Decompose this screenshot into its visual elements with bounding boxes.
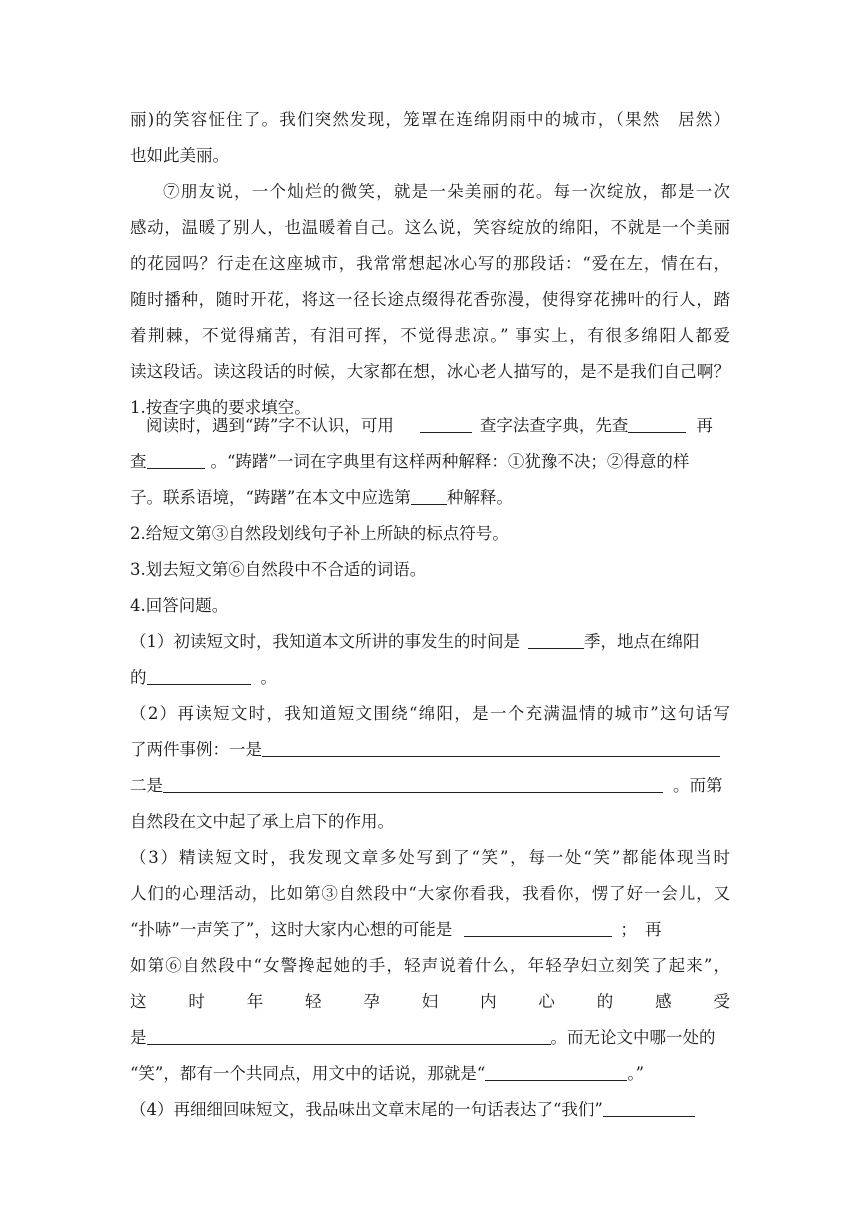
spaced-char: 内 bbox=[480, 992, 497, 1011]
q4-s3-line3 bbox=[130, 919, 730, 941]
q1-l1-text-a: 阅读时，遇到“踌”字不认识，可用 bbox=[146, 416, 394, 435]
passage-p7-line3: 的花园吗？行走在这座城市，我常常想起冰心写的那段话：“爱在左，情在右， bbox=[130, 254, 730, 273]
q4-s3-text-b: ； 再 bbox=[620, 920, 662, 939]
q4-s2-line1: （2）再读短文时，我知道短文围绕“绵阳，是一个充满温情的城市”这句话写 bbox=[130, 704, 730, 723]
passage-p7-line4: 随时播种，随时开花，将这一径长途点缀得花香弥漫，使得穿花拂叶的行人，踏 bbox=[130, 290, 730, 309]
spaced-char: 感 bbox=[655, 992, 672, 1011]
q4-s3-text-d: 。而无论文中哪一处的 bbox=[550, 1028, 716, 1047]
q4-s2-line3 bbox=[130, 775, 730, 797]
q4-s4-line1 bbox=[130, 1099, 730, 1121]
q1-blank-first[interactable] bbox=[628, 416, 686, 433]
q4-s3-line7 bbox=[130, 1063, 730, 1085]
q1-line1 bbox=[146, 415, 730, 437]
q1-line2 bbox=[130, 451, 730, 473]
spaced-char: 轻 bbox=[305, 992, 322, 1011]
q4-s1-text-c: 的 bbox=[130, 668, 147, 687]
q1-l1-text-c: 再 bbox=[696, 416, 713, 435]
spaced-char: 受 bbox=[713, 992, 730, 1011]
q4-blank-season[interactable] bbox=[528, 632, 584, 649]
q1-line3 bbox=[130, 487, 730, 509]
q1-blank-method[interactable] bbox=[420, 416, 472, 433]
q4-s2-line4: 自然段在文中起了承上启下的作用。 bbox=[130, 812, 394, 831]
q4-s3-text-a: “扑哧”一声笑了”，这时大家内心想的可能是 bbox=[130, 920, 453, 939]
q4-blank-place[interactable] bbox=[147, 668, 251, 685]
q1-title: 1.按查字典的要求填空。 bbox=[130, 398, 311, 417]
passage-p7-line6: 读这段话。读这段话的时候，大家都在想，冰心老人描写的，是不是我们自己啊？ bbox=[130, 362, 730, 381]
q4-s3-text-c: 是 bbox=[130, 1028, 147, 1047]
q1-l3-text-a: 子。联系语境，“踌躇”在本文中应选第 bbox=[130, 488, 411, 507]
q1-l1-text-b: 查字法查字典，先查 bbox=[479, 416, 629, 435]
q2-title: 2.给短文第③自然段划线句子补上所缺的标点符号。 bbox=[130, 524, 509, 543]
q4-blank-ending[interactable] bbox=[603, 1100, 695, 1117]
q4-blank-common[interactable] bbox=[485, 1064, 627, 1081]
q1-blank-second[interactable] bbox=[147, 452, 205, 469]
q4-s1-text-a: （1）初读短文时，我知道本文所讲的事发生的时间是 bbox=[130, 632, 520, 651]
q4-s3-line2: 人们的心理活动，比如第③自然段中“大家你看我，我看你，愣了好一会儿，又 bbox=[130, 884, 730, 903]
passage-p6-line2: 也如此美丽。 bbox=[130, 146, 229, 165]
spaced-char: 的 bbox=[596, 992, 614, 1011]
q4-s3-line6 bbox=[130, 1027, 730, 1049]
passage-p7-line5: 着荆棘，不觉得痛苦，有泪可挥，不觉得悲凉。” 事实上，有很多绵阳人都爱 bbox=[130, 326, 730, 345]
spaced-char: 心 bbox=[538, 992, 555, 1011]
q4-s3-line4: 如第⑥自然段中“女警搀起她的手，轻声说着什么，年轻孕妇立刻笑了起来”， bbox=[130, 956, 730, 975]
q4-s3-line1: （3）精读短文时，我发现文章多处写到了“笑”，每一处“笑”都能体现当时 bbox=[130, 848, 730, 867]
q4-blank-example1[interactable] bbox=[262, 740, 720, 757]
q4-s2-text-a: 了两件事例：一是 bbox=[130, 740, 262, 759]
spaced-char: 时 bbox=[188, 992, 205, 1011]
q4-blank-example2[interactable] bbox=[163, 776, 663, 793]
q1-l2-text-b: 。“踌躇”一词在字典里有这样两种解释：①犹豫不决；②得意的样 bbox=[210, 452, 690, 471]
q4-s2-text-b: 二是 bbox=[130, 776, 163, 795]
q4-s4-text-a: （4）再细细回味短文，我品味出文章末尾的一句话表达了“我们” bbox=[130, 1100, 603, 1119]
q4-s1-line1 bbox=[130, 631, 730, 653]
q3-title: 3.划去短文第⑥自然段中不合适的词语。 bbox=[130, 560, 427, 579]
spaced-char: 年 bbox=[246, 992, 264, 1011]
q4-s2-line2 bbox=[130, 739, 730, 761]
spaced-char: 这 bbox=[130, 992, 147, 1011]
passage-p7-line1: ⑦朋友说，一个灿烂的微笑，就是一朵美丽的花。每一次绽放，都是一次 bbox=[163, 182, 730, 201]
q4-s2-text-c: 。而第 bbox=[673, 776, 723, 795]
q4-blank-feeling[interactable] bbox=[147, 1028, 551, 1045]
q4-s1-text-d: 。 bbox=[260, 668, 277, 687]
passage-p6-line1: 丽)的笑容怔住了。我们突然发现，笼罩在连绵阴雨中的城市，（果然 居然） bbox=[130, 110, 730, 129]
q4-s3-text-e: “笑”，都有一个共同点，用文中的话说，那就是“ bbox=[130, 1064, 486, 1083]
spaced-char: 孕 bbox=[363, 992, 380, 1011]
q4-s1-line2 bbox=[130, 667, 730, 689]
q4-s1-text-b: 季，地点在绵阳 bbox=[584, 632, 700, 651]
spaced-char: 妇 bbox=[421, 992, 439, 1011]
q4-s3-spaced-line bbox=[130, 991, 730, 1013]
q4-s3-line5 bbox=[130, 991, 730, 1013]
passage-p7-line2: 感动，温暖了别人，也温暖着自己。这么说，笑容绽放的绵阳，不就是一个美丽 bbox=[130, 218, 730, 237]
q4-blank-thought[interactable] bbox=[464, 920, 612, 937]
q1-blank-meaning[interactable] bbox=[411, 488, 447, 505]
q1-l2-text-a: 查 bbox=[130, 452, 147, 471]
q4-s3-text-f: 。” bbox=[627, 1064, 644, 1083]
q1-l3-text-b: 种解释。 bbox=[446, 488, 513, 507]
q4-title: 4.回答问题。 bbox=[130, 596, 229, 615]
